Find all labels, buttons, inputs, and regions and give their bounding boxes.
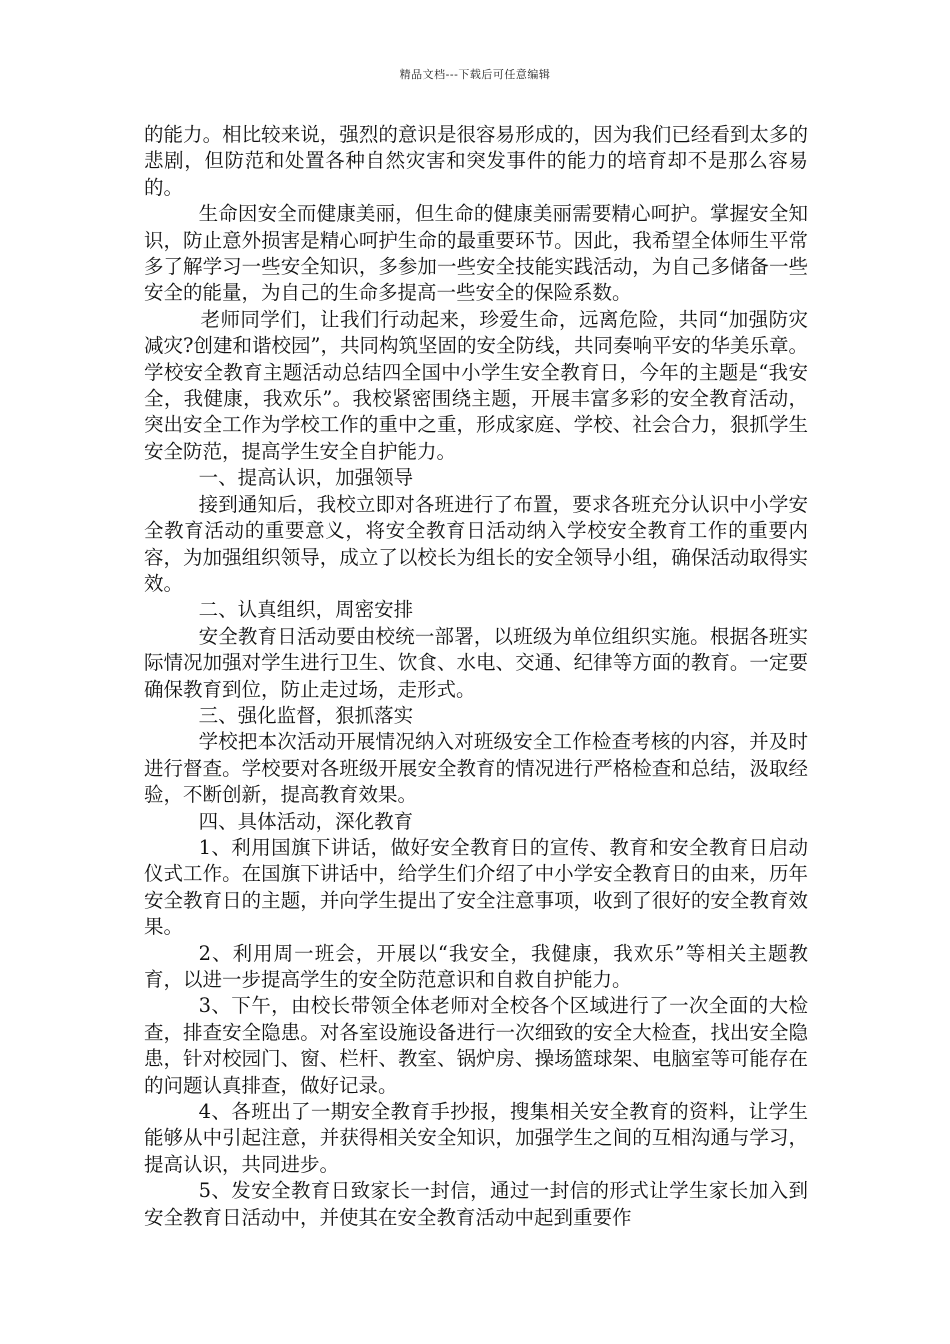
paragraph: 老师同学们，让我们行动起来，珍爱生命，远离危险，共同“加强防灾减灾?创建和谐校园”，共同构筑坚固的安全防线，共同奏响平安的华美乐章。学校安全教育主题活动总结四全国中小学生安全教育日，今年的主题是“我安全，我健康，我欢乐”。我校紧密围绕主题，开展丰富多彩的安全教育活动，突出安全工作为学校工作的重中之重，形成家庭、学校、社会合力，狠抓学生安全防范，提高学生安全自护能力。 — [144, 307, 808, 463]
page-header: 精品文档---下载后可任意编辑 — [399, 68, 551, 81]
section-heading: 二、认真组织，周密安排 — [198, 598, 414, 622]
section-heading: 三、强化监督，狠抓落实 — [198, 703, 414, 727]
list-item-paragraph: 3、下午，由校长带领全体老师对全校各个区域进行了一次全面的大检查，排查安全隐患。对各室设施设备进行一次细致的安全大检查，找出安全隐患，针对校园门、窗、栏杆、教室、锅炉房、操场篮球架、电脑室等可能存在的问题认真排查，做好记录。 — [144, 994, 808, 1097]
list-item-paragraph: 2、利用周一班会，开展以“我安全，我健康，我欢乐”等相关主题教育，以进一步提高学生的安全防范意识和自救自护能力。 — [144, 941, 808, 991]
paragraph: 学校把本次活动开展情况纳入对班级安全工作检查考核的内容，并及时进行督查。学校要对各班级开展安全教育的情况进行严格检查和总结，汲取经验，不断创新，提高教育效果。 — [144, 730, 808, 807]
list-item-paragraph: 5、发安全教育日致家长一封信，通过一封信的形式让学生家长加入到安全教育日活动中，并使其在安全教育活动中起到重要作 — [144, 1179, 808, 1229]
paragraph: 安全教育日活动要由校统一部署，以班级为单位组织实施。根据各班实际情况加强对学生进行卫生、饮食、水电、交通、纪律等方面的教育。一定要确保教育到位，防止走过场，走形式。 — [144, 624, 808, 701]
paragraph-continuation: 的能力。相比较来说，强烈的意识是很容易形成的，因为我们已经看到太多的悲剧，但防范和处置各种自然灾害和突发事件的能力的培育却不是那么容易的。 — [144, 123, 808, 199]
list-item-paragraph: 1、利用国旗下讲话，做好安全教育日的宣传、教育和安全教育日启动仪式工作。在国旗下讲话中，给学生们介绍了中小学安全教育日的由来，历年安全教育日的主题，并向学生提出了安全注意事项，收到了很好的安全教育效果。 — [144, 835, 808, 939]
section-heading: 一、提高认识，加强领导 — [198, 466, 414, 490]
list-item-paragraph: 4、各班出了一期安全教育手抄报，搜集相关安全教育的资料，让学生能够从中引起注意，并获得相关安全知识，加强学生之间的互相沟通与学习，提高认识，共同进步。 — [144, 1100, 808, 1176]
section-heading: 四、具体活动，深化教育 — [198, 809, 414, 833]
paragraph: 接到通知后，我校立即对各班进行了布置，要求各班充分认识中小学安全教育活动的重要意义，将安全教育日活动纳入学校安全教育工作的重要内容，为加强组织领导，成立了以校长为组长的安全领导小组，确保活动取得实效。 — [144, 492, 808, 595]
document-body — [144, 122, 808, 1231]
paragraph: 生命因安全而健康美丽，但生命的健康美丽需要精心呵护。掌握安全知识，防止意外损害是精心呵护生命的最重要环节。因此，我希望全体师生平常多了解学习一些安全知识，多参加一些安全技能实践活动，为自己多储备一些安全的能量，为自己的生命多提高一些安全的保险系数。 — [144, 202, 808, 305]
